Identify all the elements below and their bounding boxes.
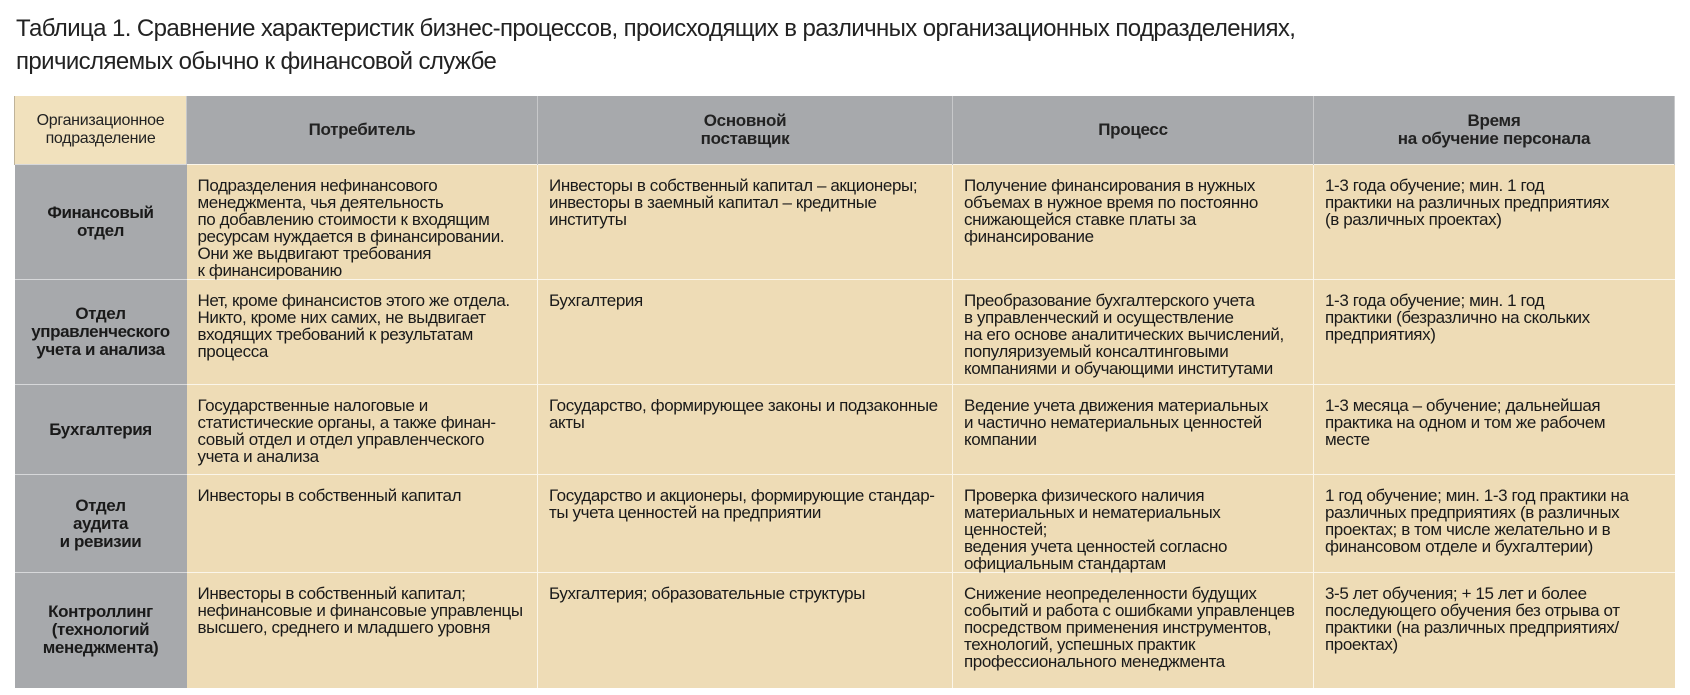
table-row	[15, 165, 1675, 280]
cell-consumer: Инвесторы в собственный капитал; нефинансовые и финансовые управленцы высшего, среднего и младшего уровня	[187, 573, 538, 688]
table-caption	[16, 12, 1636, 78]
table-header-row	[15, 96, 1675, 165]
row-unit: Контроллинг (технологий менеджмента)	[15, 573, 187, 688]
cell-process: Ведение учета движения материальных и частично нематериальных ценностей компании	[953, 385, 1314, 475]
cell-training: 1-3 месяца – обучение; дальнейшая практика на одном и том же рабочем месте	[1314, 385, 1675, 475]
cell-training: 3-5 лет обучения; + 15 лет и более последующего обучения без отрыва от практики (на различных предприятиях/ проектах)	[1314, 573, 1675, 688]
table-row	[15, 385, 1675, 475]
cell-process: Проверка физического наличия материальных и нематериальных ценностей; ведения учета ценностей согласно официальным стандартам	[953, 475, 1314, 573]
row-unit: Финансовый отдел	[15, 165, 187, 280]
header-process: Процесс	[953, 96, 1314, 165]
table-row	[15, 573, 1675, 688]
row-unit: Бухгалтерия	[15, 385, 187, 475]
comparison-table	[14, 96, 1675, 688]
cell-consumer: Подразделения нефинансового менеджмента, чья деятельность по добавлению стоимости к входящим ресурсам нуждается в финансировании. Они же выдвигают требования к финансированию	[187, 165, 538, 280]
cell-supplier: Бухгалтерия	[538, 280, 953, 385]
cell-training: 1-3 года обучение; мин. 1 год практики на различных предприятиях (в различных проектах)	[1314, 165, 1675, 280]
caption-line-1: Таблица 1. Сравнение характеристик бизнес-процессов, происходящих в различных организационных подразделениях,	[16, 15, 1296, 42]
cell-consumer: Нет, кроме финансистов этого же отдела. Никто, кроме них самих, не выдвигает входящих требований к результатам процесса	[187, 280, 538, 385]
cell-supplier: Государство и акционеры, формирующие стандар- ты учета ценностей на предприятии	[538, 475, 953, 573]
header-supplier: Основной поставщик	[538, 96, 953, 165]
cell-supplier: Государство, формирующее законы и подзаконные акты	[538, 385, 953, 475]
cell-training: 1-3 года обучение; мин. 1 год практики (безразлично на скольких предприятиях)	[1314, 280, 1675, 385]
cell-consumer: Инвесторы в собственный капитал	[187, 475, 538, 573]
cell-process: Получение финансирования в нужных объемах в нужное время по постоянно снижающейся ставке платы за финансирование	[953, 165, 1314, 280]
table-row	[15, 475, 1675, 573]
table-row	[15, 280, 1675, 385]
row-unit: Отдел аудита и ревизии	[15, 475, 187, 573]
cell-supplier: Инвесторы в собственный капитал – акционеры; инвесторы в заемный капитал – кредитные институты	[538, 165, 953, 280]
cell-process: Преобразование бухгалтерского учета в управленческий и осуществление на его основе аналитических вычислений, популяризуемый консалтинговыми компаниями и обучающими институтами	[953, 280, 1314, 385]
header-consumer: Потребитель	[187, 96, 538, 165]
cell-consumer: Государственные налоговые и статистические органы, а также финан- совый отдел и отдел управленческого учета и анализа	[187, 385, 538, 475]
cell-training: 1 год обучение; мин. 1-3 год практики на различных предприятиях (в различных проектах; в том числе желательно и в финансовом отделе и бухгалтерии)	[1314, 475, 1675, 573]
caption-line-2: причисляемых обычно к финансовой службе	[16, 48, 497, 75]
cell-process: Снижение неопределенности будущих событий и работа с ошибками управленцев посредством применения инструментов, технологий, успешных практик профессионального менеджмента	[953, 573, 1314, 688]
row-unit: Отдел управленческого учета и анализа	[15, 280, 187, 385]
header-training-time: Время на обучение персонала	[1314, 96, 1675, 165]
cell-supplier: Бухгалтерия; образовательные структуры	[538, 573, 953, 688]
header-org-unit: Организационное подразделение	[15, 96, 187, 165]
